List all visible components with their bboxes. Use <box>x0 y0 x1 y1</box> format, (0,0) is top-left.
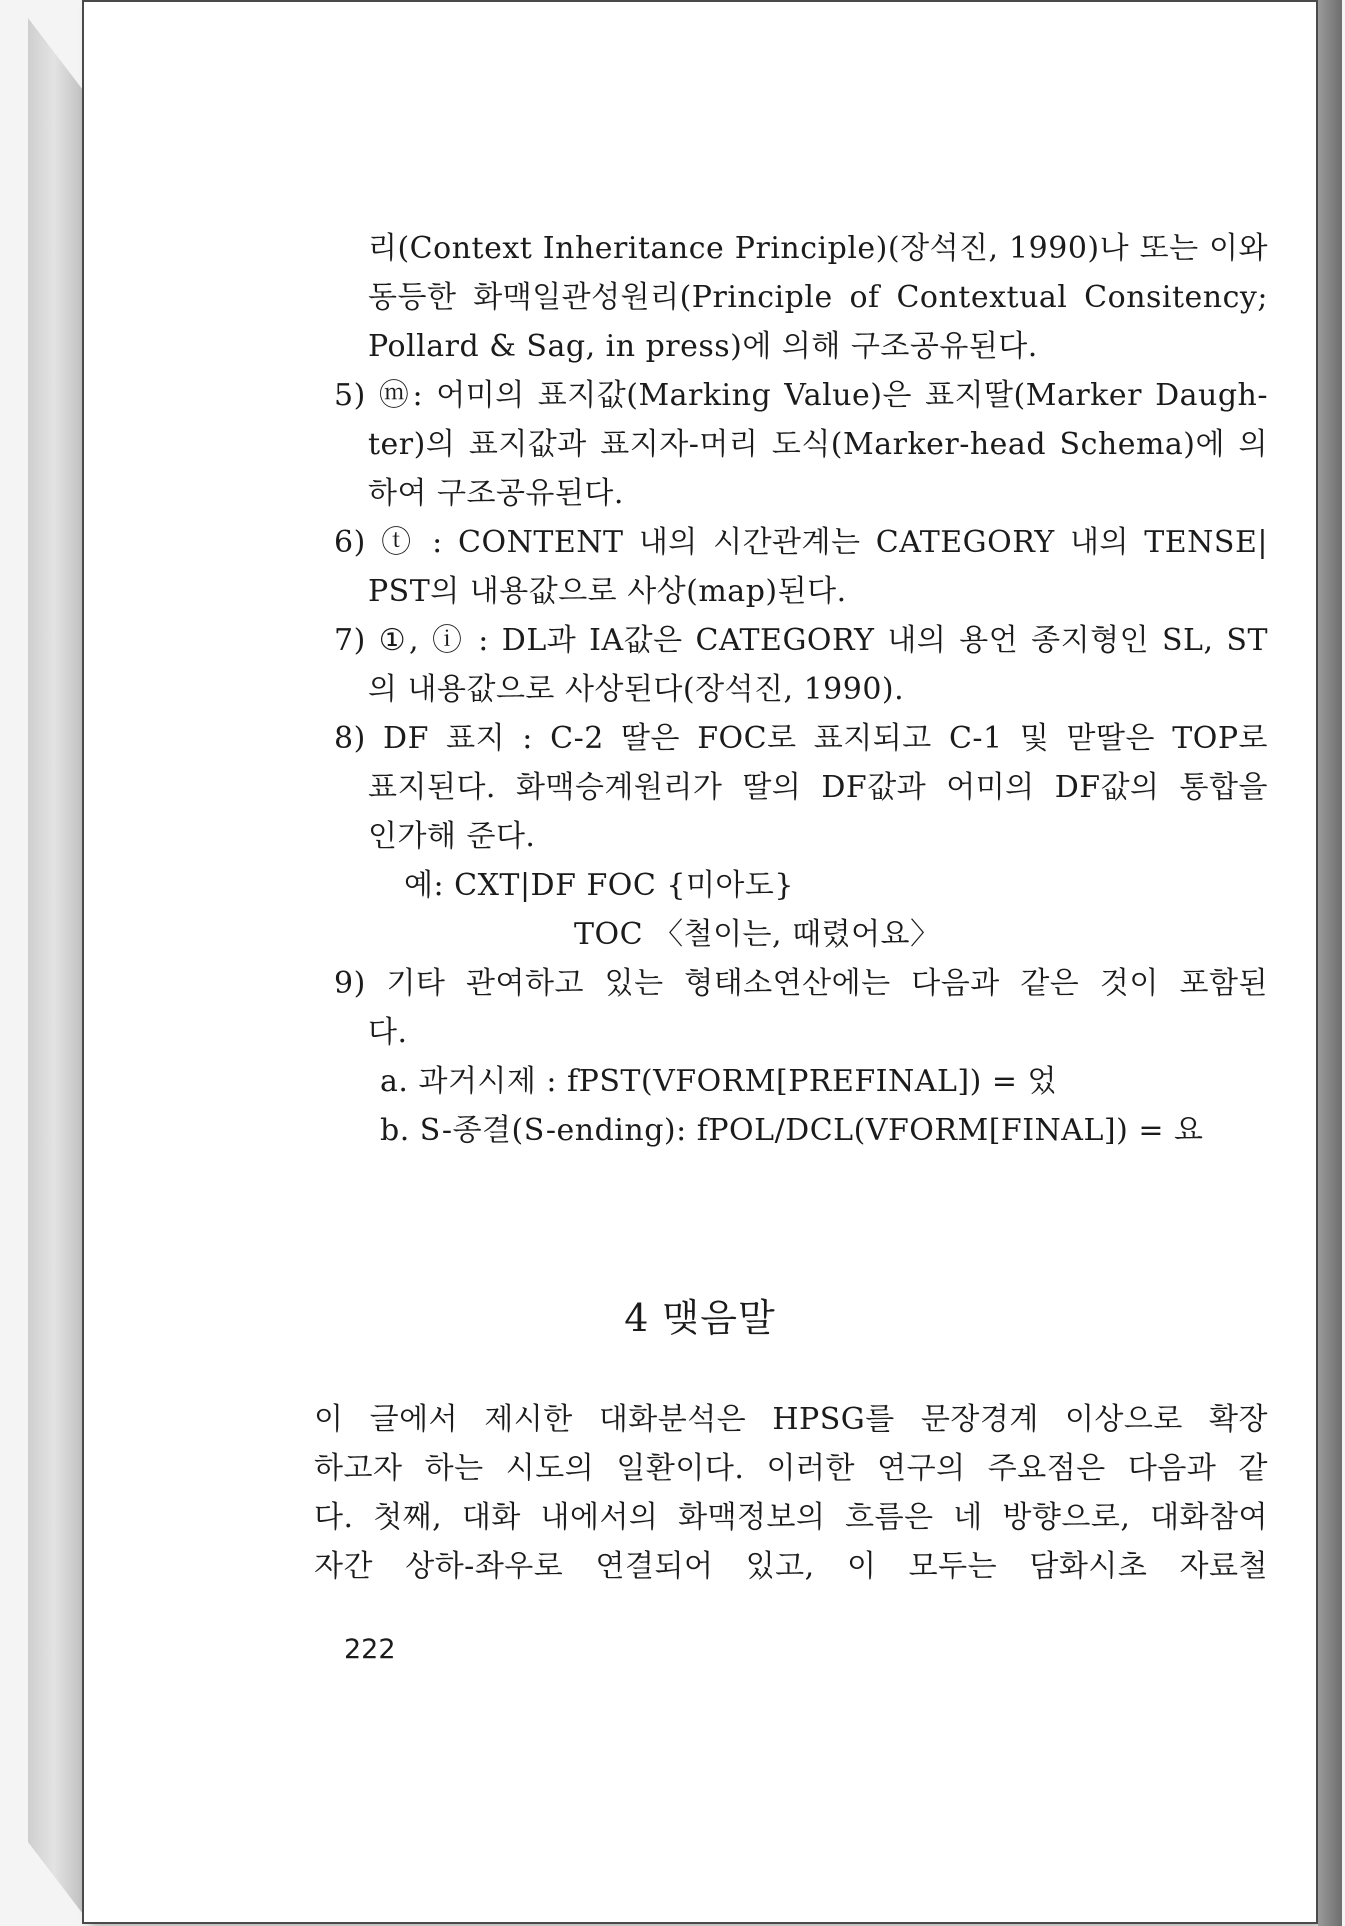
list-item-6: 6) ⓣ : CONTENT 내의 시간관계는 CATEGORY 내의 TENSE| <box>334 525 1268 560</box>
text-line: 하여 구조공유된다. <box>368 476 624 511</box>
book-left-edge <box>28 18 86 1918</box>
sub-item-b: b. S-종결(S-ending): fPOL/DCL(VFORM[FINAL]) = 요 <box>380 1113 1204 1148</box>
section-heading: 4 맺음말 <box>624 1296 776 1340</box>
text-line: 인가해 준다. <box>368 819 536 854</box>
list-item-7: 7) ①, ⓘ : DL과 IA값은 CATEGORY 내의 용언 종지형인 SL, ST <box>334 623 1268 658</box>
page-text <box>84 2 1316 1922</box>
text-line: 리(Context Inheritance Principle)(장석진, 1990)나 또는 이와 <box>368 231 1268 266</box>
text-line: 표지된다. 화맥승계원리가 딸의 DF값과 어미의 DF값의 통합을 <box>368 770 1268 805</box>
text-line: PST의 내용값으로 사상(map)된다. <box>368 574 847 609</box>
sub-item-a: a. 과거시제 : fPST(VFORM[PREFINAL]) = 었 <box>380 1064 1057 1099</box>
text-line: 의 내용값으로 사상된다(장석진, 1990). <box>368 672 905 707</box>
list-item-9: 9) 기타 관여하고 있는 형태소연산에는 다음과 같은 것이 포함된 <box>334 966 1268 1001</box>
text-line: ter)의 표지값과 표지자-머리 도식(Marker-head Schema)에 의 <box>368 427 1268 462</box>
paragraph-line: 자간 상하-좌우로 연결되어 있고, 이 모두는 담화시초 자료철 <box>314 1549 1268 1584</box>
list-item-5: 5) ⓜ: 어미의 표지값(Marking Value)은 표지딸(Marker Daugh- <box>334 378 1268 413</box>
paragraph-line: 하고자 하는 시도의 일환이다. 이러한 연구의 주요점은 다음과 같 <box>314 1451 1268 1486</box>
book-right-edge <box>1318 0 1342 1926</box>
paragraph-line: 이 글에서 제시한 대화분석은 HPSG를 문장경계 이상으로 확장 <box>314 1402 1268 1437</box>
text-line: 동등한 화맥일관성원리(Principle of Contextual Consitency; <box>368 280 1268 315</box>
text-line: 다. <box>368 1015 408 1050</box>
page-number: 222 <box>344 1634 396 1665</box>
page <box>84 2 1316 1922</box>
paragraph-line: 다. 첫째, 대화 내에서의 화맥정보의 흐름은 네 방향으로, 대화참여 <box>314 1500 1268 1535</box>
list-item-8: 8) DF 표지 : C-2 딸은 FOC로 표지되고 C-1 및 맏딸은 TOP로 <box>334 721 1268 756</box>
text-line: Pollard & Sag, in press)에 의해 구조공유된다. <box>368 329 1038 364</box>
example-line: 예: CXT|DF FOC {미아도} <box>404 868 794 903</box>
example-line: TOC 〈철이는, 때렸어요〉 <box>574 917 941 952</box>
